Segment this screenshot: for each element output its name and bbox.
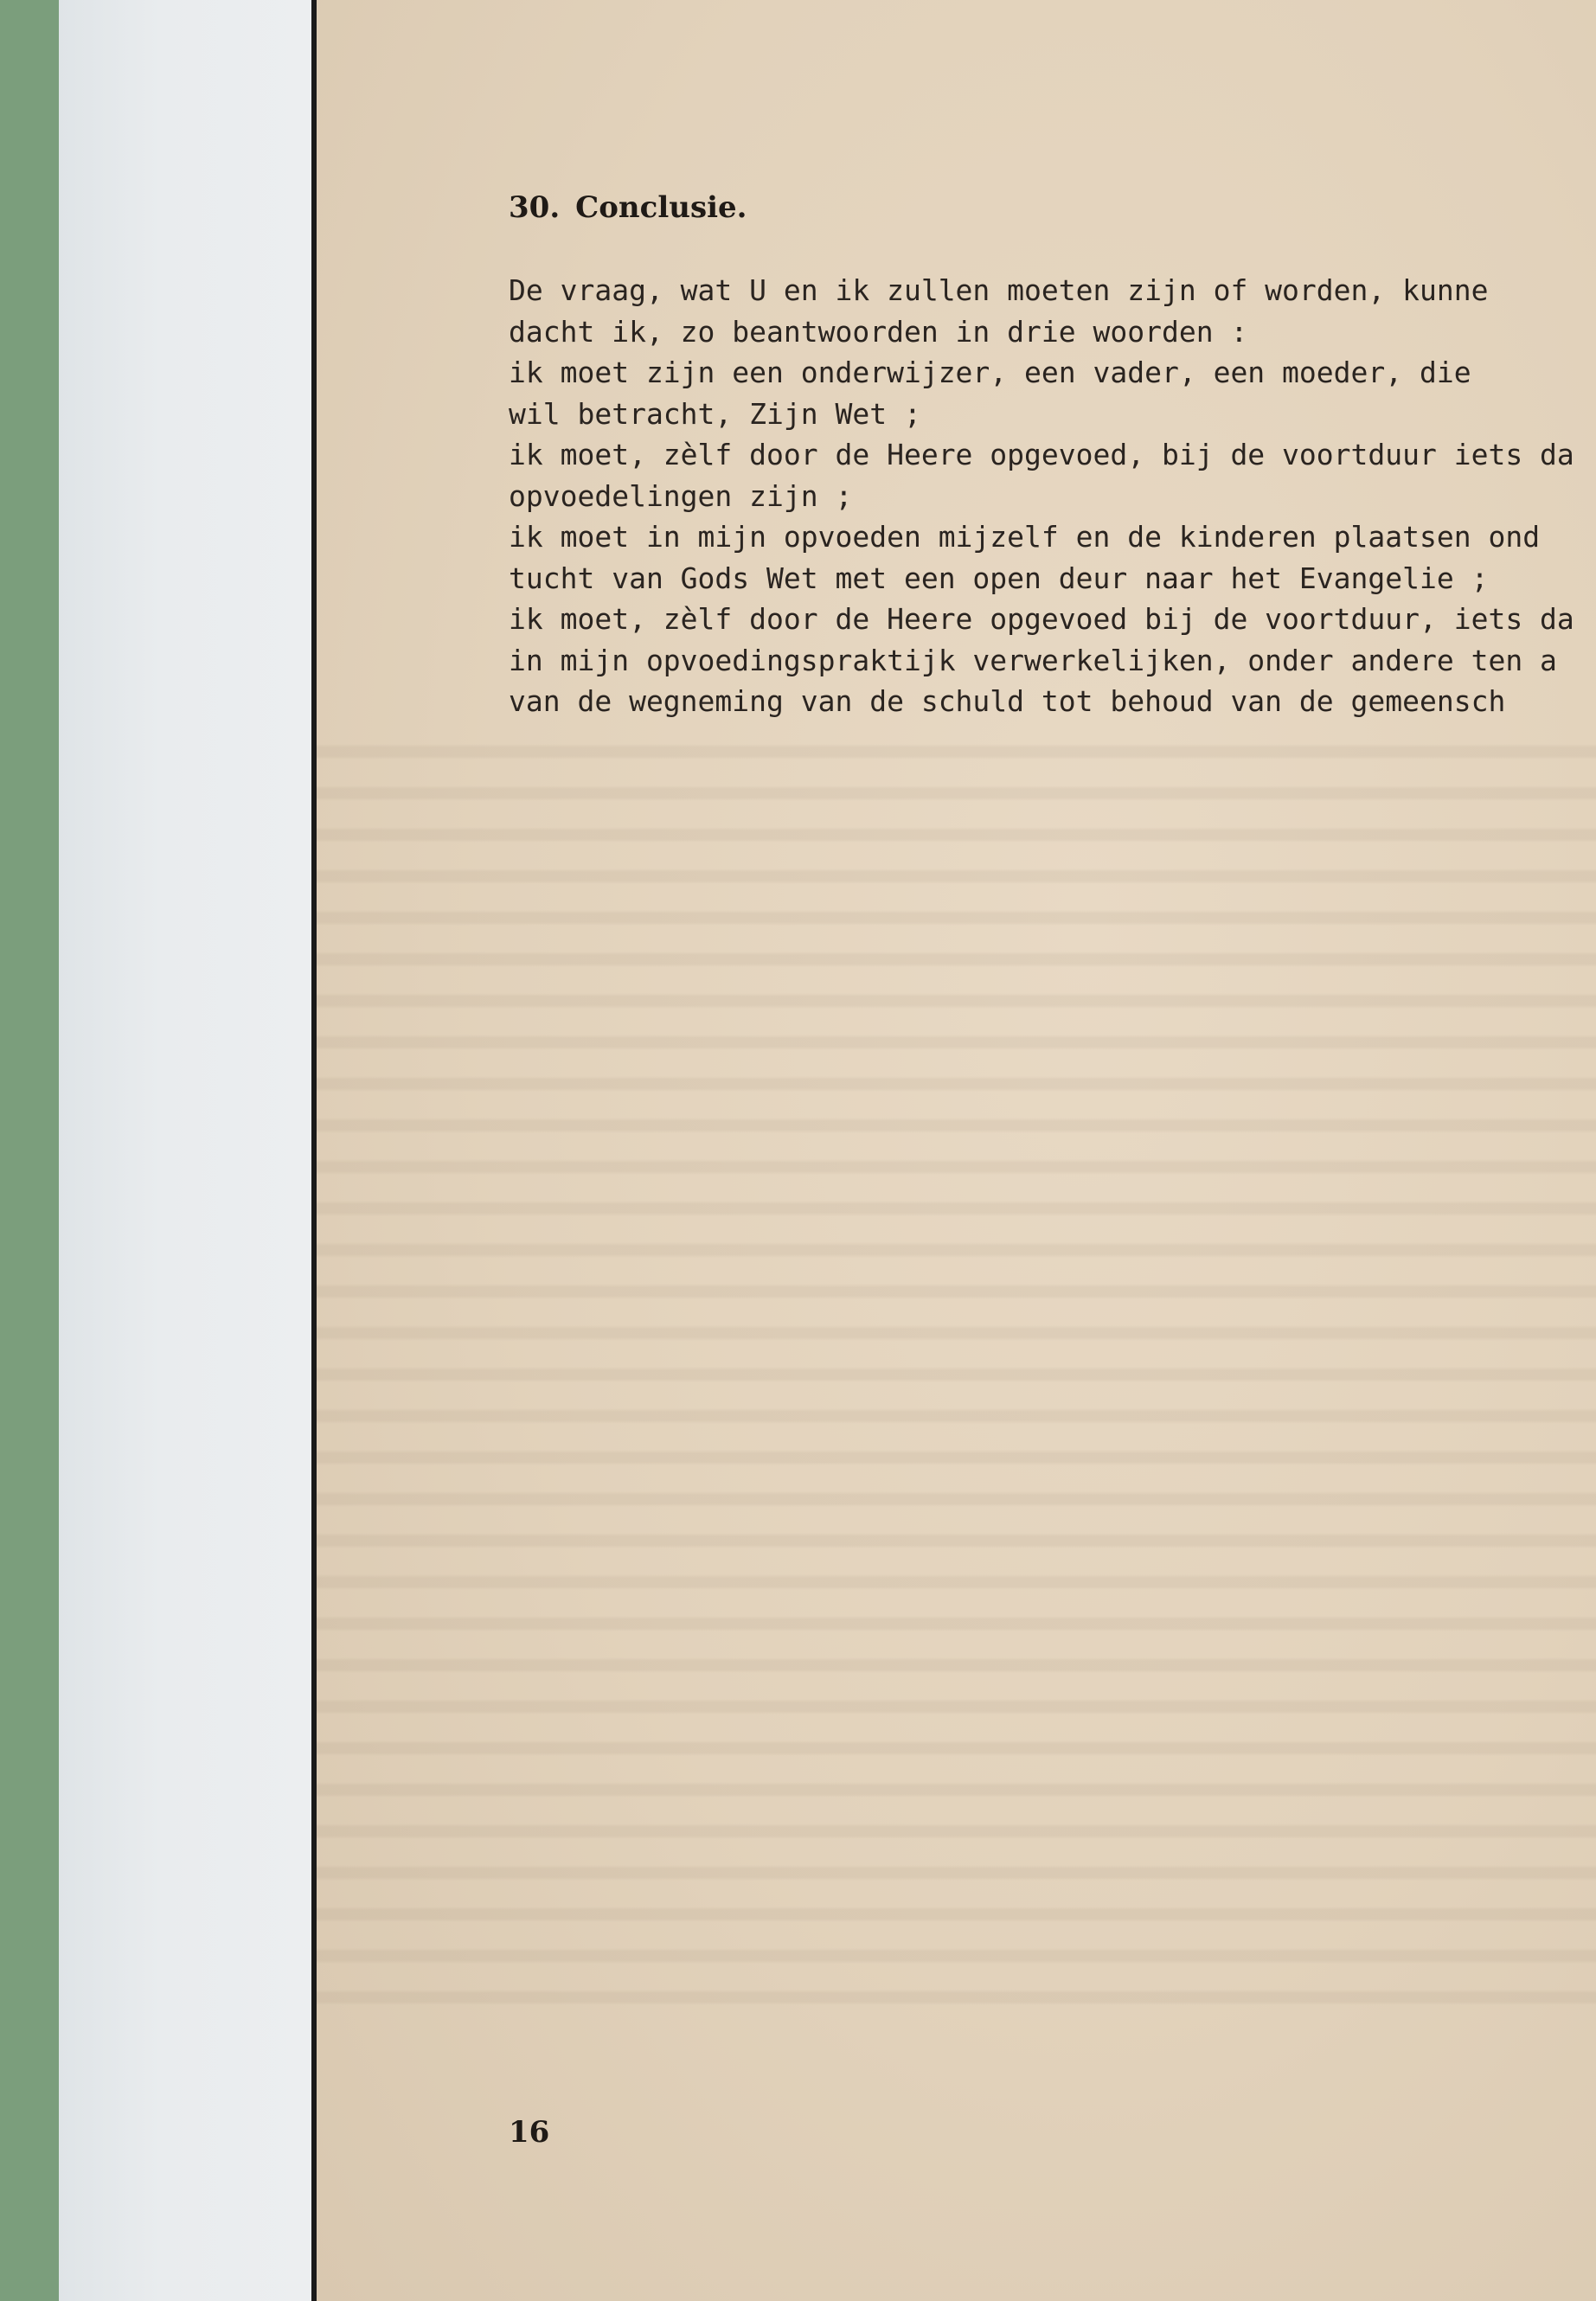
text-line: ik moet, zèlf door de Heere opgevoed, bij de voortduur iets da xyxy=(509,438,1574,471)
text-line: De vraag, wat U en ik zullen moeten zijn of worden, kunne xyxy=(509,273,1489,307)
printed-page xyxy=(317,0,1596,2301)
text-line: tucht van Gods Wet met een open deur naar het Evangelie ; xyxy=(509,561,1489,595)
section-heading xyxy=(509,190,747,225)
text-line: dacht ik, zo beantwoorden in drie woorden : xyxy=(509,314,1248,349)
text-line: ik moet in mijn opvoeden mijzelf en de kinderen plaatsen ond xyxy=(509,520,1541,554)
left-blank-page xyxy=(59,0,315,2301)
text-line: van de wegneming van de schuld tot behoud van de gemeensch xyxy=(509,684,1506,718)
conclusion-paragraph xyxy=(509,270,1596,722)
section-number: 30. xyxy=(509,190,561,225)
show-through-texture xyxy=(317,718,1596,2016)
background-edge xyxy=(0,0,59,2301)
page-number: 16 xyxy=(509,2115,550,2150)
text-line: ik moet, zèlf door de Heere opgevoed bij de voortduur, iets da xyxy=(509,602,1574,636)
text-line: opvoedelingen zijn ; xyxy=(509,478,853,513)
section-title: Conclusie. xyxy=(575,190,747,225)
text-line: in mijn opvoedingspraktijk verwerkelijken, onder andere ten a xyxy=(509,643,1557,677)
text-line: ik moet zijn een onderwijzer, een vader, een moeder, die xyxy=(509,356,1471,389)
text-line: wil betracht, Zijn Wet ; xyxy=(509,396,921,431)
